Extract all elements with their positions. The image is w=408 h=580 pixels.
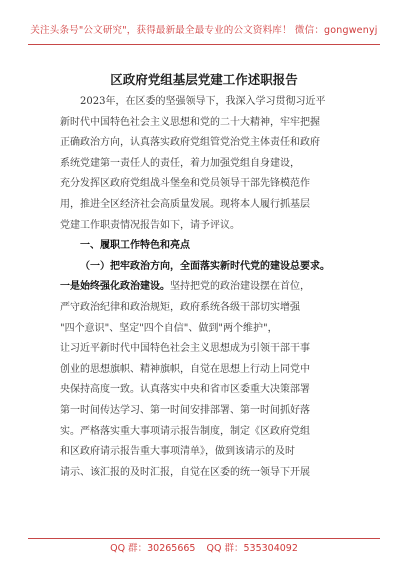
point-paragraph bbox=[60, 277, 356, 483]
point-line: 实。严格落实重大事项请示报告制度，制定《区政府党组 bbox=[60, 425, 310, 437]
intro-line: 正确政治方向，认真落实政府党组管党治党主体责任和政府 bbox=[60, 137, 320, 149]
intro-line: 用，推进全区经济社会高质量发展。现将本人履行抓基层 bbox=[60, 198, 310, 210]
footer-contacts bbox=[0, 540, 408, 554]
bottom-divider bbox=[28, 538, 380, 539]
point-line: "四个意识"、坚定"四个自信"、做到"两个维护"， bbox=[60, 322, 278, 334]
point-line: 让习近平新时代中国特色社会主义思想成为引领干部干事 bbox=[60, 343, 310, 355]
point-line: 请示、该汇报的及时汇报，自觉在区委的统一领导下开展 bbox=[60, 466, 310, 478]
point-lead: 一是始终强化政治建设。 bbox=[60, 281, 170, 293]
subsection-heading: （一）把牢政治方向，全面落实新时代党的建设总要求。 bbox=[80, 260, 330, 272]
document-body bbox=[60, 92, 356, 483]
point-line: 第一时间传达学习、第一时间安排部署、第一时间抓好落 bbox=[60, 404, 310, 416]
top-divider bbox=[28, 44, 380, 45]
intro-line: 新时代中国特色社会主义思想和党的二十大精神，牢牢把握 bbox=[60, 116, 320, 128]
point-line: 创业的思想旗帜、精神旗帜，自觉在思想上行动上同党中 bbox=[60, 363, 310, 375]
qq-group-1: QQ 群：30265665 bbox=[110, 543, 196, 554]
intro-line: 2023年，在区委的坚强领导下，我深入学习贯彻习近平 bbox=[80, 96, 326, 107]
point-line: 央保持高度一致。认真落实中央和省市区委重大决策部署 bbox=[60, 384, 310, 396]
point-line: 和区政府请示报告重大事项清单》，做到该请示的及时 bbox=[60, 446, 295, 458]
qq-group-2: QQ 群：535304092 bbox=[206, 543, 298, 554]
intro-line: 充分发挥区政府党组战斗堡垒和党员领导干部先锋模范作 bbox=[60, 178, 310, 190]
intro-line: 系统党建第一责任人的责任，着力加强党组自身建设， bbox=[60, 157, 300, 169]
section-heading: 一、履职工作特色和亮点 bbox=[80, 240, 190, 252]
top-banner: 关注头条号"公文研究"，获得最新最全最专业的公文资料库！ 微信：gongwenyj bbox=[30, 25, 378, 36]
point-line: 严守政治纪律和政治规矩，政府系统各级干部切实增强 bbox=[60, 301, 300, 313]
point-first-line bbox=[60, 277, 356, 298]
intro-line: 党建工作职责情况报告如下，请予评议。 bbox=[60, 219, 240, 231]
document-title: 区政府党组基层党建工作述职报告 bbox=[110, 72, 298, 87]
point-first-rest: 坚持把党的政治建设摆在首位， bbox=[170, 281, 310, 293]
intro-paragraph bbox=[60, 92, 356, 236]
